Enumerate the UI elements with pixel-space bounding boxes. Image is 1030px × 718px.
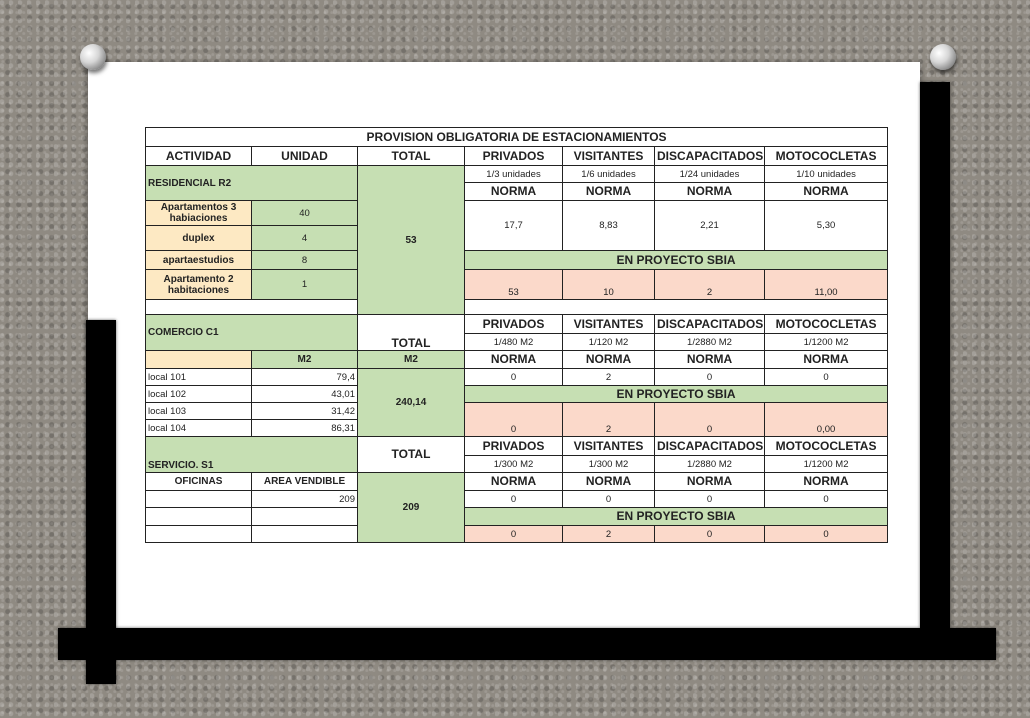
area-vendible-value: 209	[252, 491, 358, 508]
pushpin-icon	[930, 44, 956, 70]
ratio-cell: 1/2880 M2	[655, 334, 765, 351]
norma-value: 5,30	[765, 201, 888, 251]
servicio-total-header: TOTAL	[358, 437, 465, 473]
norma-label: NORMA	[655, 183, 765, 201]
parking-provision-table	[145, 127, 888, 543]
norma-label: NORMA	[765, 473, 888, 491]
oficinas-header: OFICINAS	[146, 473, 252, 491]
local-name: local 102	[146, 386, 252, 403]
ratio-cell: 1/3 unidades	[465, 166, 563, 183]
row-unidad: 4	[252, 226, 358, 251]
proyecto-value: 0	[465, 403, 563, 437]
header-motocicletas: MOTOCOCLETAS	[765, 147, 888, 166]
servicio-total: 209	[358, 473, 465, 543]
blank-cell	[146, 508, 252, 526]
norma-value: 0	[465, 369, 563, 386]
norma-value: 0	[765, 491, 888, 508]
ratio-cell: 1/10 unidades	[765, 166, 888, 183]
header-discapacitados: DISCAPACITADOS	[655, 147, 765, 166]
proyecto-value: 11,00	[765, 270, 888, 300]
local-m2: 43,01	[252, 386, 358, 403]
norma-label: NORMA	[655, 351, 765, 369]
row-name: Apartamento 2 habitaciones	[146, 270, 252, 300]
norma-value: 0	[465, 491, 563, 508]
blank-cell	[146, 526, 252, 543]
header-motocicletas: MOTOCOCLETAS	[765, 315, 888, 334]
residencial-total: 53	[358, 166, 465, 315]
header-visitantes: VISITANTES	[563, 315, 655, 334]
norma-value: 2,21	[655, 201, 765, 251]
norma-value: 0	[765, 369, 888, 386]
section-label-comercio: COMERCIO C1	[146, 315, 358, 351]
en-proyecto-label: EN PROYECTO SBIA	[465, 251, 888, 270]
norma-value: 8,83	[563, 201, 655, 251]
ratio-cell: 1/1200 M2	[765, 456, 888, 473]
proyecto-value: 53	[465, 270, 563, 300]
section-label-residencial: RESIDENCIAL R2	[146, 166, 358, 201]
proyecto-value: 0	[765, 526, 888, 543]
ratio-cell: 1/300 M2	[465, 456, 563, 473]
ratio-cell: 1/480 M2	[465, 334, 563, 351]
row-name: apartaestudios	[146, 251, 252, 270]
proyecto-value: 0,00	[765, 403, 888, 437]
m2-header: M2	[358, 351, 465, 369]
frame-bar-bottom	[58, 628, 996, 660]
comercio-total: 240,14	[358, 369, 465, 437]
norma-label: NORMA	[465, 351, 563, 369]
norma-label: NORMA	[563, 351, 655, 369]
comercio-total-header: TOTAL	[358, 315, 465, 351]
proyecto-value: 2	[655, 270, 765, 300]
header-privados: PRIVADOS	[465, 437, 563, 456]
norma-value: 2	[563, 369, 655, 386]
header-unidad: UNIDAD	[252, 147, 358, 166]
blank-cell	[252, 526, 358, 543]
blank-cell	[252, 508, 358, 526]
norma-value: 0	[563, 491, 655, 508]
ratio-cell: 1/6 unidades	[563, 166, 655, 183]
row-name: duplex	[146, 226, 252, 251]
en-proyecto-label: EN PROYECTO SBIA	[465, 508, 888, 526]
blank-cell	[146, 491, 252, 508]
table-title: PROVISION OBLIGATORIA DE ESTACIONAMIENTOS	[146, 128, 888, 147]
norma-label: NORMA	[563, 183, 655, 201]
local-m2: 79,4	[252, 369, 358, 386]
header-motocicletas: MOTOCOCLETAS	[765, 437, 888, 456]
row-unidad: 40	[252, 201, 358, 226]
proyecto-value: 0	[655, 403, 765, 437]
proyecto-value: 2	[563, 403, 655, 437]
header-total: TOTAL	[358, 147, 465, 166]
proyecto-value: 0	[655, 526, 765, 543]
norma-label: NORMA	[765, 183, 888, 201]
header-discapacitados: DISCAPACITADOS	[655, 437, 765, 456]
header-visitantes: VISITANTES	[563, 437, 655, 456]
frame-bar-right	[920, 82, 950, 628]
section-label-servicio: SERVICIO. S1	[146, 437, 358, 473]
proyecto-value: 0	[465, 526, 563, 543]
ratio-cell: 1/2880 M2	[655, 456, 765, 473]
ratio-cell: 1/24 unidades	[655, 166, 765, 183]
header-privados: PRIVADOS	[465, 315, 563, 334]
local-name: local 104	[146, 420, 252, 437]
pushpin-icon	[80, 44, 106, 70]
ratio-cell: 1/120 M2	[563, 334, 655, 351]
m2-header: M2	[252, 351, 358, 369]
local-m2: 86,31	[252, 420, 358, 437]
header-actividad: ACTIVIDAD	[146, 147, 252, 166]
area-vendible-header: AREA VENDIBLE	[252, 473, 358, 491]
norma-value: 0	[655, 491, 765, 508]
header-visitantes: VISITANTES	[563, 147, 655, 166]
ratio-cell: 1/300 M2	[563, 456, 655, 473]
en-proyecto-label: EN PROYECTO SBIA	[465, 386, 888, 403]
norma-label: NORMA	[655, 473, 765, 491]
row-unidad: 1	[252, 270, 358, 300]
norma-label: NORMA	[563, 473, 655, 491]
ratio-cell: 1/1200 M2	[765, 334, 888, 351]
norma-label: NORMA	[465, 473, 563, 491]
local-name: local 103	[146, 403, 252, 420]
norma-label: NORMA	[765, 351, 888, 369]
local-name: local 101	[146, 369, 252, 386]
norma-value: 17,7	[465, 201, 563, 251]
row-name: Apartamentos 3 habiaciones	[146, 201, 252, 226]
proyecto-value: 2	[563, 526, 655, 543]
header-privados: PRIVADOS	[465, 147, 563, 166]
norma-label: NORMA	[465, 183, 563, 201]
local-m2: 31,42	[252, 403, 358, 420]
proyecto-value: 10	[563, 270, 655, 300]
header-discapacitados: DISCAPACITADOS	[655, 315, 765, 334]
norma-value: 0	[655, 369, 765, 386]
row-unidad: 8	[252, 251, 358, 270]
blank-cell	[146, 351, 252, 369]
